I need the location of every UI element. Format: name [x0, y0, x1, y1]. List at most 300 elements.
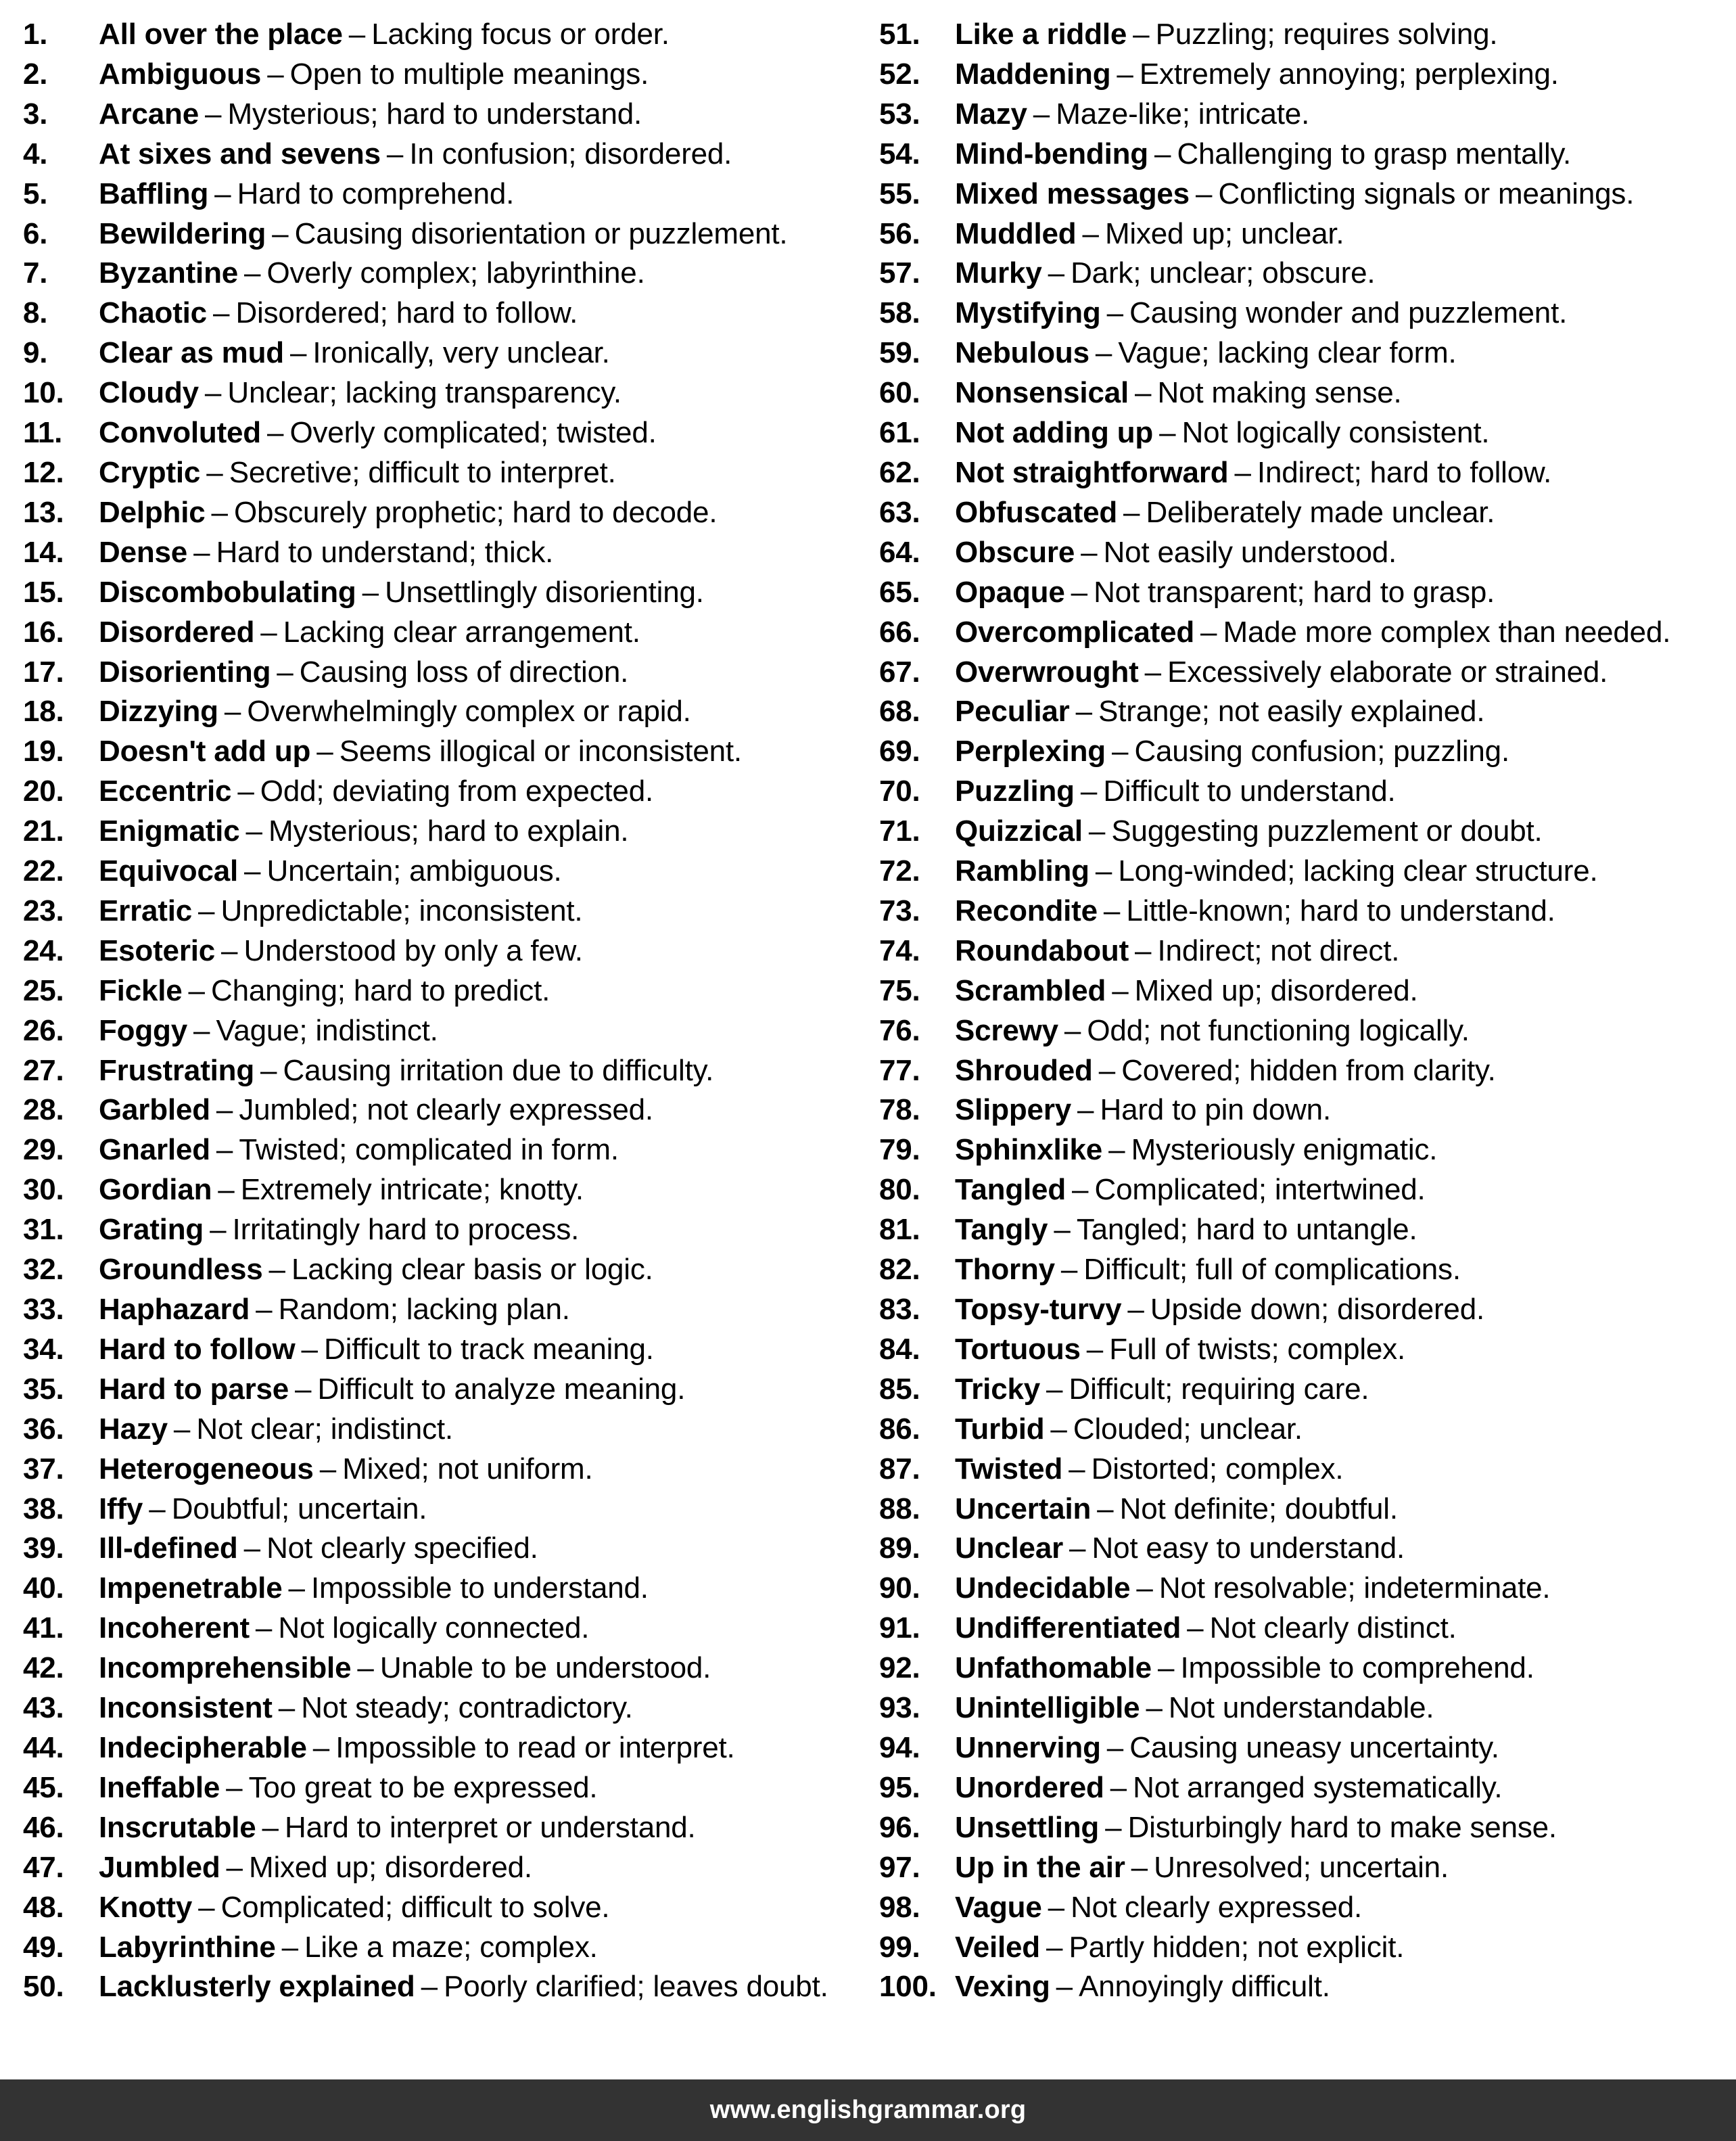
- item-definition: Seems illogical or inconsistent.: [339, 735, 742, 768]
- item-separator: –: [1123, 495, 1140, 529]
- item-definition: Jumbled; not clearly expressed.: [239, 1093, 653, 1127]
- item-number: 26.: [23, 1013, 64, 1047]
- item-definition: Disordered; hard to follow.: [235, 296, 578, 330]
- item-term: Dizzying: [99, 695, 218, 729]
- item-term: Haphazard: [99, 1293, 250, 1326]
- item-number: 7.: [23, 256, 48, 290]
- list-item: [23, 533, 868, 573]
- item-definition: Odd; not functioning logically.: [1087, 1013, 1470, 1047]
- list-item: [23, 1370, 868, 1410]
- list-item: [879, 1848, 1725, 1888]
- item-definition: Impossible to read or interpret.: [335, 1730, 735, 1764]
- item-definition: Mysterious; hard to understand.: [227, 97, 642, 131]
- item-number: 40.: [23, 1571, 64, 1605]
- item-definition: Unsettlingly disorienting.: [385, 575, 704, 609]
- item-number: 24.: [23, 934, 64, 967]
- list-item: [879, 1011, 1725, 1051]
- item-separator: –: [193, 535, 210, 569]
- item-number: 47.: [23, 1850, 64, 1884]
- item-separator: –: [1097, 1492, 1114, 1525]
- item-separator: –: [362, 575, 379, 609]
- item-term: Dense: [99, 535, 188, 569]
- list-item: [879, 573, 1725, 613]
- item-definition: Full of twists; complex.: [1109, 1332, 1406, 1366]
- list-item: [879, 772, 1725, 812]
- item-number: 42.: [23, 1651, 64, 1685]
- item-definition: Not arranged systematically.: [1133, 1770, 1503, 1804]
- item-definition: In confusion; disordered.: [409, 137, 732, 170]
- list-item: [879, 1569, 1725, 1609]
- item-separator: –: [243, 1532, 261, 1565]
- item-separator: –: [421, 1970, 438, 2004]
- item-separator: –: [1046, 1930, 1063, 1964]
- item-separator: –: [1133, 18, 1150, 51]
- list-item: [879, 214, 1725, 254]
- item-definition: Not clear; indistinct.: [196, 1412, 453, 1446]
- item-number: 53.: [879, 97, 920, 131]
- item-separator: –: [244, 854, 261, 888]
- item-separator: –: [1135, 934, 1152, 967]
- item-term: Eccentric: [99, 775, 232, 808]
- item-definition: Vague; indistinct.: [216, 1013, 438, 1047]
- item-number: 71.: [879, 814, 920, 848]
- item-term: Ineffable: [99, 1770, 220, 1804]
- item-term: Tangled: [955, 1173, 1066, 1207]
- list-item: [23, 732, 868, 772]
- item-separator: –: [301, 1332, 318, 1366]
- item-separator: –: [386, 137, 404, 170]
- list-item: [23, 613, 868, 653]
- list-item: [23, 892, 868, 931]
- item-term: Thorny: [955, 1253, 1055, 1287]
- list-item: [23, 1011, 868, 1051]
- list-item: [23, 1090, 868, 1130]
- item-term: Lacklusterly explained: [99, 1970, 415, 2004]
- item-definition: Not understandable.: [1168, 1691, 1434, 1725]
- item-term: Not adding up: [955, 416, 1154, 450]
- item-number: 41.: [23, 1611, 64, 1645]
- item-number: 17.: [23, 655, 64, 689]
- item-separator: –: [357, 1651, 374, 1685]
- item-number: 39.: [23, 1532, 64, 1565]
- item-term: Disorienting: [99, 655, 271, 689]
- item-term: Uncertain: [955, 1492, 1092, 1525]
- item-separator: –: [255, 1611, 273, 1645]
- item-definition: Hard to interpret or understand.: [285, 1810, 696, 1844]
- item-definition: Lacking clear arrangement.: [283, 615, 640, 649]
- list-item: [879, 294, 1725, 333]
- item-separator: –: [211, 495, 229, 529]
- item-number: 9.: [23, 336, 48, 370]
- item-separator: –: [149, 1492, 166, 1525]
- item-separator: –: [1071, 575, 1088, 609]
- item-separator: –: [1136, 1571, 1153, 1605]
- item-term: Undecidable: [955, 1571, 1131, 1605]
- item-number: 76.: [879, 1013, 920, 1047]
- item-separator: –: [1056, 1970, 1073, 2004]
- list-item: [879, 1808, 1725, 1848]
- item-number: 28.: [23, 1093, 64, 1127]
- item-term: Nonsensical: [955, 376, 1129, 410]
- item-term: Discombobulating: [99, 575, 356, 609]
- item-definition: Understood by only a few.: [243, 934, 583, 967]
- list-item: [879, 533, 1725, 573]
- item-definition: Uncertain; ambiguous.: [266, 854, 562, 888]
- item-number: 79.: [879, 1133, 920, 1167]
- item-number: 81.: [879, 1213, 920, 1247]
- item-definition: Not steady; contradictory.: [301, 1691, 633, 1725]
- item-definition: Obscurely prophetic; hard to decode.: [234, 495, 718, 529]
- item-number: 30.: [23, 1173, 64, 1207]
- item-separator: –: [214, 177, 231, 210]
- item-definition: Not logically consistent.: [1181, 416, 1490, 450]
- item-definition: Unable to be understood.: [379, 1651, 711, 1685]
- item-term: Gordian: [99, 1173, 212, 1207]
- item-term: At sixes and sevens: [99, 137, 381, 170]
- item-term: Ambiguous: [99, 57, 262, 91]
- item-separator: –: [1135, 376, 1152, 410]
- item-separator: –: [1069, 1452, 1085, 1486]
- item-separator: –: [226, 1850, 243, 1884]
- list-item: [23, 653, 868, 693]
- list-item: [879, 55, 1725, 95]
- item-separator: –: [1106, 296, 1124, 330]
- list-item: [879, 1170, 1725, 1210]
- item-term: Unnerving: [955, 1730, 1101, 1764]
- item-term: Tricky: [955, 1372, 1041, 1406]
- item-term: Unordered: [955, 1770, 1104, 1804]
- item-number: 38.: [23, 1492, 64, 1525]
- item-number: 91.: [879, 1611, 920, 1645]
- item-separator: –: [1131, 1850, 1148, 1884]
- item-term: All over the place: [99, 18, 343, 51]
- item-number: 36.: [23, 1412, 64, 1446]
- list-item: [23, 1450, 868, 1490]
- item-number: 23.: [23, 894, 64, 927]
- item-term: Opaque: [955, 575, 1065, 609]
- item-definition: Complicated; difficult to solve.: [220, 1890, 610, 1924]
- item-number: 98.: [879, 1890, 920, 1924]
- list-item: [879, 1928, 1725, 1968]
- item-term: Veiled: [955, 1930, 1040, 1964]
- item-separator: –: [173, 1412, 191, 1446]
- item-separator: –: [210, 1213, 227, 1247]
- item-term: Screwy: [955, 1013, 1058, 1047]
- item-separator: –: [245, 814, 262, 848]
- item-separator: –: [1033, 97, 1050, 131]
- item-separator: –: [1095, 336, 1112, 370]
- item-number: 60.: [879, 376, 920, 410]
- item-definition: Vague; lacking clear form.: [1118, 336, 1457, 370]
- item-definition: Overly complicated; twisted.: [289, 416, 657, 450]
- list-item: [879, 1330, 1725, 1370]
- item-term: Heterogeneous: [99, 1452, 314, 1486]
- item-term: Up in the air: [955, 1850, 1125, 1884]
- list-item: [23, 1170, 868, 1210]
- list-item: [23, 1130, 868, 1170]
- item-separator: –: [244, 256, 261, 290]
- list-item: [879, 1250, 1725, 1290]
- item-number: 86.: [879, 1412, 920, 1446]
- item-term: Vague: [955, 1890, 1042, 1924]
- list-item: [879, 1490, 1725, 1529]
- item-term: Hard to follow: [99, 1332, 296, 1366]
- item-number: 65.: [879, 575, 920, 609]
- list-item: [879, 732, 1725, 772]
- item-term: Recondite: [955, 894, 1098, 927]
- item-number: 73.: [879, 894, 920, 927]
- item-definition: Difficult to understand.: [1103, 775, 1396, 808]
- item-separator: –: [1105, 1810, 1122, 1844]
- item-term: Roundabout: [955, 934, 1129, 967]
- item-number: 80.: [879, 1173, 920, 1207]
- item-separator: –: [212, 296, 230, 330]
- item-separator: –: [1146, 1691, 1163, 1725]
- item-term: Indecipherable: [99, 1730, 307, 1764]
- item-term: Obscure: [955, 535, 1075, 569]
- item-definition: Indirect; hard to follow.: [1257, 455, 1552, 489]
- item-term: Delphic: [99, 495, 206, 529]
- item-separator: –: [1111, 735, 1129, 768]
- item-separator: –: [1200, 615, 1217, 649]
- item-number: 97.: [879, 1850, 920, 1884]
- item-term: Unsettling: [955, 1810, 1100, 1844]
- item-definition: Upside down; disordered.: [1150, 1293, 1484, 1326]
- item-definition: Tangled; hard to untangle.: [1076, 1213, 1417, 1247]
- item-number: 48.: [23, 1890, 64, 1924]
- list-item: [879, 453, 1725, 493]
- item-number: 61.: [879, 416, 920, 450]
- item-number: 84.: [879, 1332, 920, 1366]
- item-number: 33.: [23, 1293, 64, 1326]
- item-separator: –: [272, 216, 289, 250]
- list-item: [23, 1768, 868, 1808]
- item-term: Tortuous: [955, 1332, 1081, 1366]
- list-item: [23, 135, 868, 175]
- item-definition: Excessively elaborate or strained.: [1167, 655, 1608, 689]
- item-definition: Distorted; complex.: [1091, 1452, 1344, 1486]
- right-word-list: [879, 15, 1725, 2007]
- item-term: Unfathomable: [955, 1651, 1152, 1685]
- item-definition: Mixed; not uniform.: [342, 1452, 593, 1486]
- item-separator: –: [289, 336, 307, 370]
- item-separator: –: [204, 376, 222, 410]
- item-separator: –: [1112, 973, 1129, 1007]
- item-separator: –: [188, 973, 206, 1007]
- item-term: Twisted: [955, 1452, 1063, 1486]
- item-separator: –: [1060, 1253, 1078, 1287]
- item-definition: Unpredictable; inconsistent.: [220, 894, 583, 927]
- item-term: Groundless: [99, 1253, 263, 1287]
- list-item: [23, 692, 868, 732]
- item-separator: –: [256, 1293, 273, 1326]
- list-item: [23, 1490, 868, 1529]
- item-term: Mind-bending: [955, 137, 1148, 170]
- item-term: Not straightforward: [955, 455, 1229, 489]
- item-definition: Overly complex; labyrinthine.: [266, 256, 645, 290]
- item-number: 14.: [23, 535, 64, 569]
- item-separator: –: [1072, 1173, 1089, 1207]
- list-item: [23, 852, 868, 892]
- item-separator: –: [288, 1571, 305, 1605]
- item-term: Enigmatic: [99, 814, 240, 848]
- item-definition: Conflicting signals or meanings.: [1218, 177, 1635, 210]
- item-definition: Difficult; requiring care.: [1069, 1372, 1369, 1406]
- item-term: Muddled: [955, 216, 1077, 250]
- item-number: 67.: [879, 655, 920, 689]
- list-item: [879, 135, 1725, 175]
- list-item: [879, 1051, 1725, 1091]
- item-number: 58.: [879, 296, 920, 330]
- item-number: 50.: [23, 1970, 64, 2004]
- item-separator: –: [1098, 1053, 1116, 1087]
- item-definition: Too great to be expressed.: [248, 1770, 598, 1804]
- list-item: [23, 772, 868, 812]
- list-item: [879, 1728, 1725, 1768]
- item-separator: –: [206, 455, 223, 489]
- item-definition: Mysteriously enigmatic.: [1131, 1133, 1438, 1167]
- item-number: 64.: [879, 535, 920, 569]
- list-item: [23, 1649, 868, 1688]
- item-term: Arcane: [99, 97, 199, 131]
- item-term: Erratic: [99, 894, 193, 927]
- item-separator: –: [1110, 1770, 1127, 1804]
- item-definition: Puzzling; requires solving.: [1155, 18, 1498, 51]
- list-item: [23, 1888, 868, 1928]
- list-item: [879, 1370, 1725, 1410]
- list-item: [23, 1928, 868, 1968]
- item-term: Baffling: [99, 177, 209, 210]
- item-term: Byzantine: [99, 256, 239, 290]
- item-number: 10.: [23, 376, 64, 410]
- item-number: 13.: [23, 495, 64, 529]
- item-definition: Not clearly distinct.: [1209, 1611, 1457, 1645]
- item-term: Rambling: [955, 854, 1089, 888]
- item-definition: Open to multiple meanings.: [289, 57, 649, 91]
- item-definition: Not logically connected.: [278, 1611, 590, 1645]
- item-number: 34.: [23, 1332, 64, 1366]
- list-item: [879, 493, 1725, 533]
- item-separator: –: [221, 934, 238, 967]
- item-separator: –: [1159, 416, 1176, 450]
- item-separator: –: [1050, 1412, 1067, 1446]
- item-number: 2.: [23, 57, 48, 91]
- item-number: 85.: [879, 1372, 920, 1406]
- item-term: Scrambled: [955, 973, 1106, 1007]
- item-term: Inconsistent: [99, 1691, 273, 1725]
- item-number: 25.: [23, 973, 64, 1007]
- list-item: [23, 971, 868, 1011]
- item-separator: –: [1064, 1013, 1081, 1047]
- item-separator: –: [1077, 1093, 1094, 1127]
- list-item: [23, 214, 868, 254]
- item-term: Like a riddle: [955, 18, 1127, 51]
- item-term: Shrouded: [955, 1053, 1093, 1087]
- item-definition: Random; lacking plan.: [278, 1293, 570, 1326]
- item-definition: Annoyingly difficult.: [1079, 1970, 1330, 2004]
- item-number: 6.: [23, 216, 48, 250]
- list-item: [23, 1529, 868, 1569]
- list-item: [879, 1967, 1725, 2007]
- list-item: [879, 1529, 1725, 1569]
- item-definition: Dark; unclear; obscure.: [1071, 256, 1376, 290]
- item-definition: Causing confusion; puzzling.: [1134, 735, 1509, 768]
- list-item: [23, 1848, 868, 1888]
- item-separator: –: [205, 97, 222, 131]
- list-item: [23, 1688, 868, 1728]
- item-separator: –: [319, 1452, 337, 1486]
- list-item: [879, 692, 1725, 732]
- item-number: 32.: [23, 1253, 64, 1287]
- item-definition: Secretive; difficult to interpret.: [229, 455, 616, 489]
- item-number: 70.: [879, 775, 920, 808]
- item-definition: Suggesting puzzlement or doubt.: [1111, 814, 1543, 848]
- item-separator: –: [348, 18, 366, 51]
- item-number: 19.: [23, 735, 64, 768]
- item-number: 49.: [23, 1930, 64, 1964]
- list-item: [23, 1210, 868, 1250]
- list-item: [879, 613, 1725, 653]
- item-separator: –: [1127, 1293, 1144, 1326]
- item-term: Quizzical: [955, 814, 1083, 848]
- item-definition: Partly hidden; not explicit.: [1069, 1930, 1405, 1964]
- item-definition: Difficult to track meaning.: [324, 1332, 654, 1366]
- item-number: 83.: [879, 1293, 920, 1326]
- item-number: 5.: [23, 177, 48, 210]
- item-definition: Maze-like; intricate.: [1056, 97, 1310, 131]
- item-term: Topsy-turvy: [955, 1293, 1122, 1326]
- item-separator: –: [1054, 1213, 1071, 1247]
- item-definition: Impossible to understand.: [310, 1571, 649, 1605]
- item-definition: Hard to comprehend.: [237, 177, 515, 210]
- website-url: www.englishgrammar.org: [709, 2096, 1027, 2124]
- item-definition: Difficult to analyze meaning.: [317, 1372, 686, 1406]
- item-term: Puzzling: [955, 775, 1075, 808]
- list-item: [23, 95, 868, 135]
- list-item: [23, 453, 868, 493]
- list-item: [879, 1410, 1725, 1450]
- item-separator: –: [1154, 137, 1171, 170]
- list-item: [23, 573, 868, 613]
- list-item: [879, 971, 1725, 1011]
- item-definition: Mixed up; disordered.: [249, 1850, 532, 1884]
- item-definition: Made more complex than needed.: [1223, 615, 1671, 649]
- list-item: [879, 931, 1725, 971]
- item-definition: Not making sense.: [1157, 376, 1402, 410]
- list-item: [23, 254, 868, 294]
- list-item: [23, 294, 868, 333]
- item-number: 78.: [879, 1093, 920, 1127]
- item-separator: –: [1195, 177, 1213, 210]
- item-number: 44.: [23, 1730, 64, 1764]
- item-definition: Changing; hard to predict.: [211, 973, 550, 1007]
- item-definition: Indirect; not direct.: [1157, 934, 1400, 967]
- item-term: Nebulous: [955, 336, 1089, 370]
- list-item: [879, 1768, 1725, 1808]
- item-number: 99.: [879, 1930, 920, 1964]
- item-definition: Not easy to understand.: [1092, 1532, 1405, 1565]
- item-term: Incoherent: [99, 1611, 250, 1645]
- item-separator: –: [1081, 535, 1098, 569]
- item-separator: –: [316, 735, 333, 768]
- item-term: Labyrinthine: [99, 1930, 276, 1964]
- item-definition: Lacking focus or order.: [371, 18, 670, 51]
- item-definition: Irritatingly hard to process.: [232, 1213, 580, 1247]
- item-term: Undifferentiated: [955, 1611, 1181, 1645]
- item-number: 35.: [23, 1372, 64, 1406]
- item-number: 68.: [879, 695, 920, 729]
- item-term: Murky: [955, 256, 1042, 290]
